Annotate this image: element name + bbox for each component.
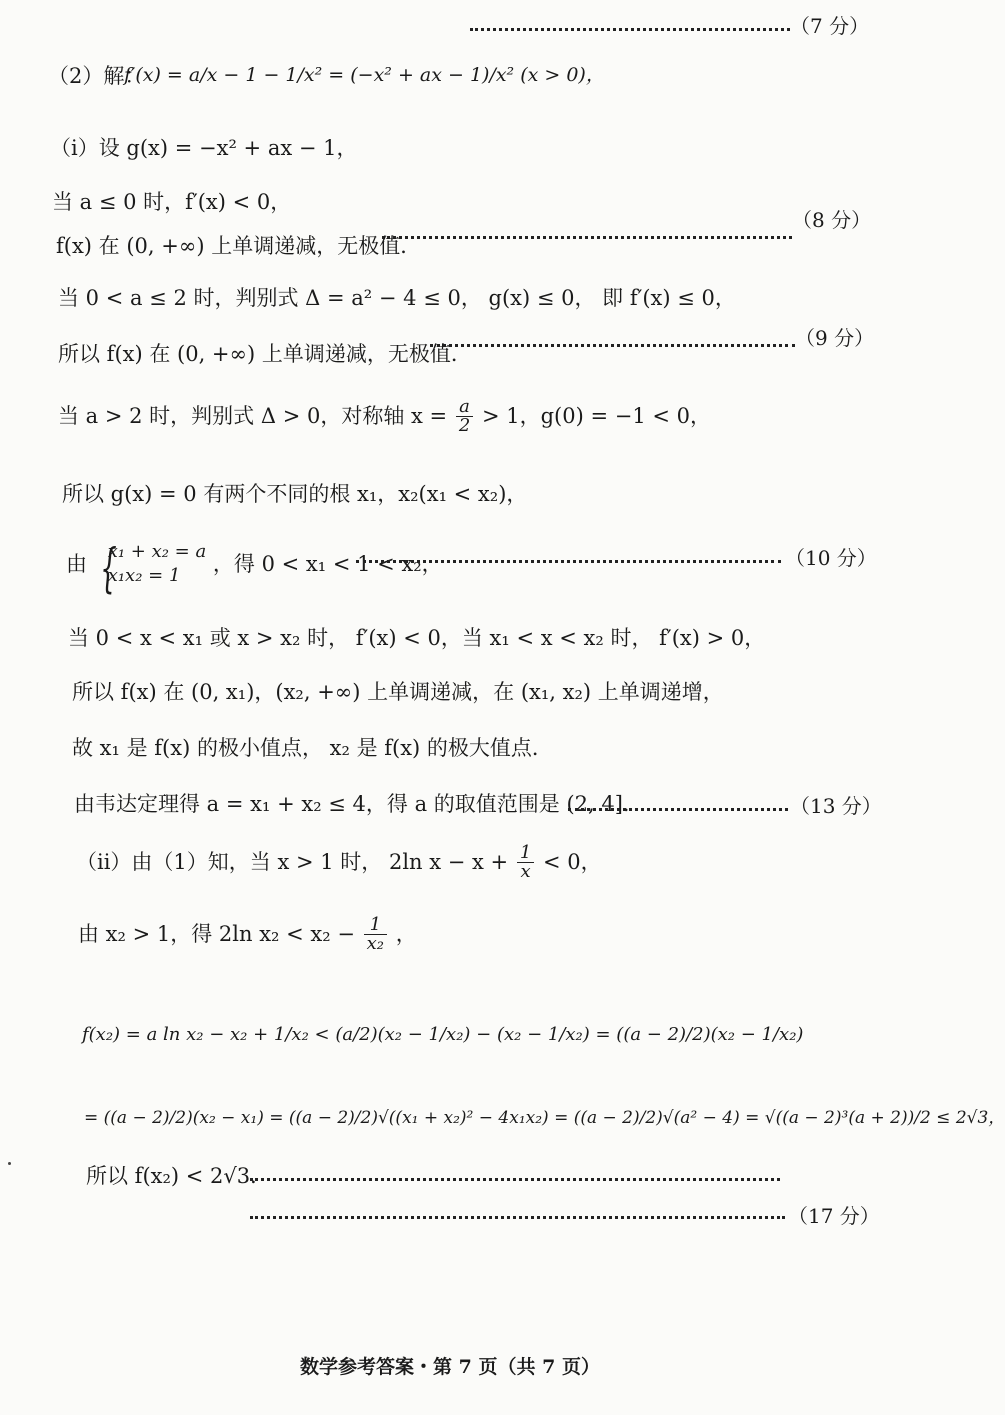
text-prefix: 当 a > 2 时，判别式 Δ > 0，对称轴 x = <box>58 404 448 428</box>
numerator: 1 <box>517 844 534 863</box>
line-text: f(x₂) = a ln x₂ − x₂ + 1/x₂ < (a/2)(x₂ − 1/x₂) − (x₂ − 1/x₂) = ((a − 2)/2)(x₂ − 1/x₂) <box>82 1024 804 1045</box>
text-suffix: < 0， <box>542 850 602 874</box>
text-suffix: ， <box>395 922 417 946</box>
line-vieta <box>0 786 900 836</box>
line-text: f(x) 在 (0, +∞) 上单调递减，无极值． <box>56 234 422 258</box>
dot-leader <box>470 28 790 31</box>
dot-leader <box>250 1178 780 1181</box>
line-monotonic-1 <box>0 230 900 280</box>
line-part-ii <box>0 840 900 900</box>
line-text: 当 0 < a ≤ 2 时，判别式 Δ = a² − 4 ≤ 0， g(x) ≤ 0， 即 f′(x) ≤ 0， <box>58 286 736 310</box>
line-monotonic-2 <box>0 676 900 726</box>
denominator: x₂ <box>366 933 384 954</box>
line-inequality <box>0 912 900 972</box>
score-mark: （13 分） <box>790 794 882 818</box>
equation-2: x₁x₂ = 1 <box>107 565 181 587</box>
line-text: 当 0 < x < x₁ 或 x > x₂ 时， f′(x) < 0，当 x₁ < x < x₂ 时， f′(x) > 0， <box>68 626 766 650</box>
fraction <box>517 844 534 881</box>
numerator: a <box>456 398 473 417</box>
dot-leader <box>250 1216 785 1219</box>
line-text: 所以 g(x) = 0 有两个不同的根 x₁，x₂(x₁ < x₂)， <box>62 482 528 506</box>
scan-speck <box>8 1162 11 1165</box>
line-sign-analysis <box>0 622 900 672</box>
fraction <box>364 916 387 953</box>
equation-1: { x₁ + x₂ = a <box>107 541 207 562</box>
line-text: 所以 f(x₂) < 2√3． <box>86 1164 272 1188</box>
line-case-0-a-2 <box>0 280 900 330</box>
score-mark: （9 分） <box>795 326 875 350</box>
text-prefix: 由 <box>66 551 87 576</box>
score-mark: （7 分） <box>790 14 870 38</box>
line-text: = ((a − 2)/2)(x₂ − x₁) = ((a − 2)/2)√((x₁ + x₂)² − 4x₁x₂) = ((a − 2)/2)√(a² − 4) = √((a − 2)³(a + 2))/2 ≤ 2√3， <box>84 1108 1005 1128</box>
fraction <box>456 398 473 435</box>
part-label: （2）解： <box>48 64 146 88</box>
text-prefix: （ii）由（1）知，当 x > 1 时， 2ln x − x + <box>76 850 509 874</box>
page-footer: 数学参考答案・第 7 页（共 7 页） <box>300 1356 600 1378</box>
line-simplify <box>0 1104 1005 1154</box>
score-mark: （8 分） <box>792 208 872 232</box>
line-text: （i）设 g(x) = −x² + ax − 1， <box>50 136 358 160</box>
dot-leader <box>430 344 795 347</box>
score-mark: （17 分） <box>788 1204 880 1228</box>
line-case-a-gt-2 <box>0 398 900 448</box>
line-system <box>0 538 900 598</box>
line-text <box>58 398 711 435</box>
line-extrema <box>0 732 900 782</box>
equation-system <box>94 540 207 589</box>
line-text <box>76 844 602 881</box>
line-text <box>66 540 443 589</box>
line-derivative <box>0 52 900 102</box>
numerator: 1 <box>364 916 387 935</box>
text-suffix: > 1，g(0) = −1 < 0， <box>481 404 711 428</box>
denominator: x <box>520 861 531 882</box>
line-text: 所以 f(x) 在 (0, x₁)，(x₂, +∞) 上单调递减，在 (x₁, x₂) 上单调递增， <box>72 680 724 704</box>
dot-leader <box>568 808 788 811</box>
line-text: 所以 f(x) 在 (0, +∞) 上单调递减，无极值． <box>58 342 472 366</box>
line-two-roots <box>0 478 900 528</box>
line-f-x2-bound <box>0 1020 900 1070</box>
derivative-expression: f′(x) = a/x − 1 − 1/x² = (−x² + ax − 1)/x² (x > 0)， <box>124 64 605 86</box>
text-prefix: 由 x₂ > 1，得 2ln x₂ < x₂ − <box>78 922 355 946</box>
dot-leader <box>356 560 781 563</box>
line-text: 由韦达定理得 a = x₁ + x₂ ≤ 4，得 a 的取值范围是 (2, 4]． <box>74 792 644 816</box>
line-score-9 <box>0 328 900 378</box>
denominator: 2 <box>458 415 471 436</box>
line-text: 故 x₁ 是 f(x) 的极小值点， x₂ 是 f(x) 的极大值点． <box>72 736 553 760</box>
line-define-g <box>0 130 900 180</box>
line-text: 当 a ≤ 0 时，f′(x) < 0， <box>52 190 292 214</box>
line-score-17 <box>0 1200 900 1250</box>
line-text <box>78 916 417 953</box>
score-mark: （10 分） <box>785 546 877 570</box>
text-suffix: ，得 0 < x₁ < 1 < x₂， <box>212 551 443 576</box>
